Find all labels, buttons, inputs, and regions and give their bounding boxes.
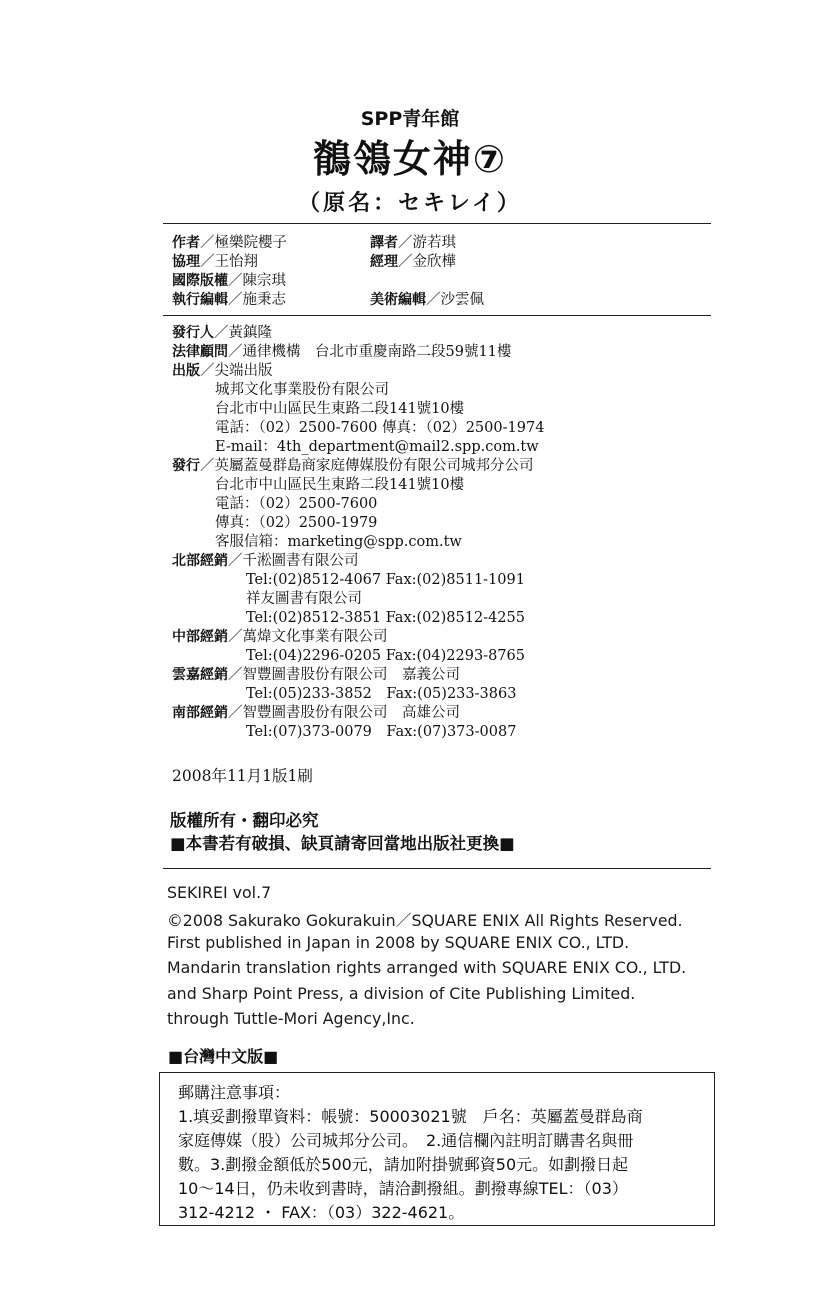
credit-exec-editor: 執行編輯／施秉志 (172, 292, 286, 308)
north-detail: Tel:(02)8512-4067 Fax:(02)8511-1091 (246, 572, 525, 588)
issue-detail: 傳真：（02）2500-1979 (215, 515, 378, 531)
press-detail: 城邦文化事業股份有限公司 (215, 382, 389, 398)
english-line: through Tuttle-Mori Agency,Inc. (167, 1009, 415, 1028)
divider-top (163, 223, 711, 224)
replacement-notice: ■本書若有破損、缺頁請寄回當地出版社更換■ (170, 834, 515, 853)
edition-info: 2008年11月1版1刷 (172, 767, 313, 785)
copyright-notice: 版權所有・翻印必究 (170, 811, 319, 830)
chiayi-detail: Tel:(05)233-3852 Fax:(05)233-3863 (246, 686, 517, 702)
notice-line: 1.填妥劃撥單資料：帳號：50003021號 戶名：英屬蓋曼群島商 (178, 1107, 643, 1126)
credit-art-editor: 美術編輯／沙雲佩 (370, 292, 484, 308)
english-line: SEKIREI vol.7 (167, 883, 272, 902)
series-name: SPP青年館 (360, 108, 460, 130)
issue-detail: 電話：（02）2500-7600 (215, 496, 378, 512)
english-line: and Sharp Point Press, a division of Cite Publishing Limited. (167, 984, 636, 1003)
north-detail: Tel:(02)8512-3851 Fax:(02)8512-4255 (246, 610, 525, 626)
south-detail: Tel:(07)373-0079 Fax:(07)373-0087 (246, 724, 517, 740)
central-detail: Tel:(04)2296-0205 Fax:(04)2293-8765 (246, 648, 525, 664)
credit-intl: 國際版權／陳宗琪 (172, 273, 286, 289)
mail-order-notice-box (159, 1072, 715, 1226)
divider-credits (163, 315, 711, 316)
press-detail: 電話：（02）2500-7600 傳真：（02）2500-1974 (215, 420, 545, 436)
central-distributor: 中部經銷／萬煒文化事業有限公司 (172, 629, 388, 645)
credit-author: 作者／極樂院櫻子 (172, 235, 287, 251)
credit-translator: 譯者／游若琪 (370, 235, 456, 251)
publisher-line: 發行人／黃鎮隆 (172, 325, 272, 341)
issue-email: 客服信箱：marketing@spp.com.tw (215, 534, 462, 550)
notice-line: 312-4212 ・ FAX：（03）322-4621。 (178, 1203, 465, 1222)
english-line: ©2008 Sakurako Gokurakuin／SQUARE ENIX All Rights Reserved. (167, 911, 683, 930)
press-email: E-mail：4th_department@mail2.spp.com.tw (215, 439, 539, 455)
issue-detail: 台北市中山區民生東路二段141號10樓 (215, 477, 465, 493)
taiwan-edition-label: ■台灣中文版■ (168, 1047, 279, 1066)
notice-line: 10～14日，仍未收到書時，請洽劃撥組。劃撥專線TEL：（03） (178, 1179, 628, 1198)
english-line: First published in Japan in 2008 by SQUARE ENIX CO., LTD. (167, 933, 630, 952)
chiayi-distributor: 雲嘉經銷／智豐圖書股份有限公司 嘉義公司 (172, 667, 460, 683)
original-title: （原名：セキレイ） (298, 191, 522, 216)
issue-line: 發行／英屬蓋曼群島商家庭傳媒股份有限公司城邦分公司 (172, 458, 534, 474)
credit-assist: 協理／王怡翔 (172, 254, 258, 270)
north-detail: 祥友圖書有限公司 (246, 591, 362, 607)
notice-line: 家庭傳媒（股）公司城邦分公司。 2.通信欄內註明訂購書名與冊 (178, 1131, 634, 1150)
notice-line: 數。3.劃撥金額低於500元，請加附掛號郵資50元。如劃撥日起 (178, 1155, 629, 1174)
press-line: 出版／尖端出版 (172, 363, 273, 379)
press-detail: 台北市中山區民生東路二段141號10樓 (215, 401, 465, 417)
legal-line: 法律顧問／通律機構 台北市重慶南路二段59號11樓 (172, 344, 512, 360)
divider-english (163, 868, 711, 869)
credit-manager: 經理／金欣樺 (370, 254, 456, 270)
english-line: Mandarin translation rights arranged with SQUARE ENIX CO., LTD. (167, 958, 687, 977)
book-title: 鶺鴒女神⑦ (312, 137, 508, 181)
north-distributor: 北部經銷／千淞圖書有限公司 (172, 553, 359, 569)
notice-title: 郵購注意事項： (178, 1083, 291, 1102)
south-distributor: 南部經銷／智豐圖書股份有限公司 高雄公司 (172, 705, 460, 721)
